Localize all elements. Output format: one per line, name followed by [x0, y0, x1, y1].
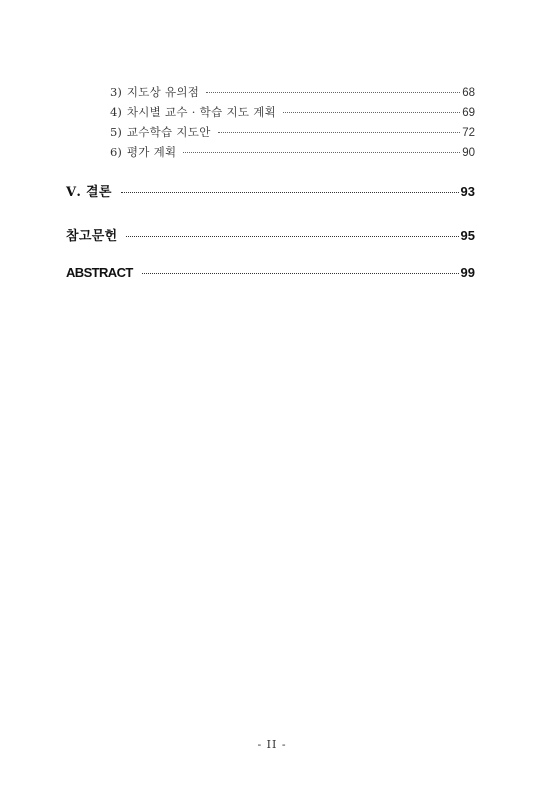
toc-entry-number: 3)	[110, 85, 122, 99]
toc-entry-title: 교수학습 지도안	[126, 125, 211, 139]
toc-entry-lesson-plan-by-period[interactable]	[110, 104, 475, 120]
toc-section-abstract[interactable]	[66, 265, 475, 280]
toc-entry-teaching-guide[interactable]	[110, 124, 475, 140]
toc-section-page: 95	[460, 228, 475, 243]
toc-leader-dots	[206, 92, 460, 93]
toc-section-references[interactable]	[66, 225, 475, 244]
toc-entry-evaluation-plan[interactable]	[110, 144, 475, 160]
toc-section-page: 93	[460, 184, 475, 199]
toc-leader-dots	[121, 192, 459, 193]
toc-entry-page: 72	[462, 127, 475, 139]
toc-entry-title: 지도상 유의점	[126, 85, 200, 99]
toc-section-title: ABSTRACT	[66, 265, 133, 280]
toc-leader-dots	[218, 132, 461, 133]
toc-section-page: 99	[460, 265, 475, 280]
toc-section-title: 참고문헌	[66, 229, 118, 244]
toc-entry-page: 90	[462, 147, 475, 159]
toc-entry-page: 69	[462, 107, 475, 119]
toc-entry-guidance-notes[interactable]	[110, 84, 475, 100]
toc-entry-number: 4)	[110, 105, 122, 119]
toc-leader-dots	[126, 236, 458, 237]
page-number-footer: - II -	[257, 738, 287, 751]
toc-section-title: Ⅴ. 결론	[66, 185, 112, 200]
toc-leader-dots	[283, 112, 460, 113]
toc-leader-dots	[142, 273, 459, 274]
toc-entry-title: 차시별 교수 · 학습 지도 계획	[126, 105, 277, 119]
toc-section-conclusion[interactable]	[66, 181, 475, 200]
toc-entry-title: 평가 계획	[126, 145, 177, 159]
toc-entry-number: 5)	[110, 125, 122, 139]
toc-entry-page: 68	[462, 87, 475, 99]
toc-entry-number: 6)	[110, 145, 122, 159]
toc-leader-dots	[183, 152, 460, 153]
